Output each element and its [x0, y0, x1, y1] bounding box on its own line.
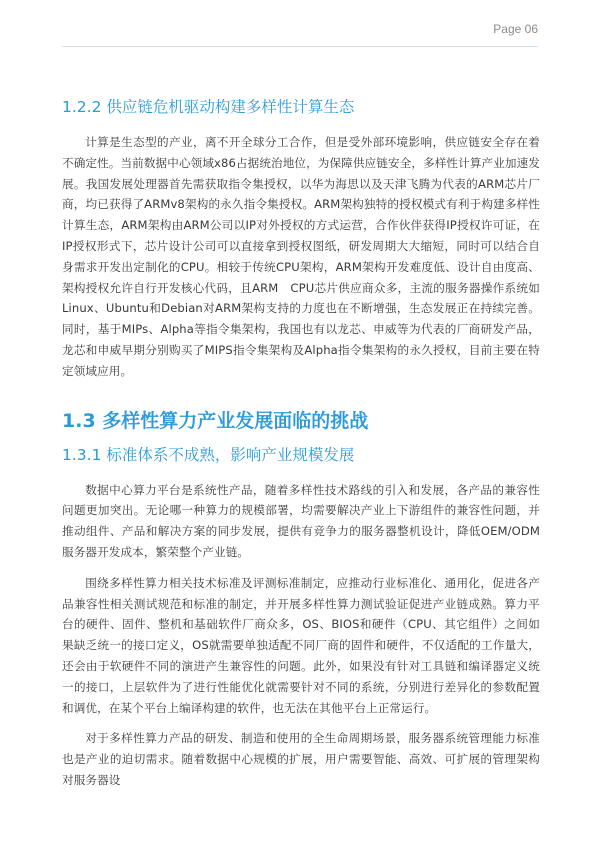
header-divider: [62, 46, 538, 47]
paragraph: 围绕多样性算力相关技术标准及评测标准制定，应推动行业标准化、通用化，促进各产品兼容性相关测试规范和标准的制定，并开展多样性算力测试验证促进产业链成熟。算力平台的硬件、固件、整机和基础软件厂商众多，OS、BIOS和硬件（CPU、其它组件）之间如果缺乏统一的接口定义，OS就需要单独适配不同厂商的固件和硬件，不仅适配的工作量大，还会由于软硬件不同的演进产生兼容性的问题。此外，如果没有针对工具链和编译器定义统一的接口，上层软件为了进行性能优化就需要针对不同的系统，分别进行差异化的参数配置和调优，在某个平台上编译构建的软件，也无法在其他平台上正常运行。: [62, 575, 540, 715]
paragraph: 数据中心算力平台是系统性产品，随着多样性技术路线的引入和发展，各产品的兼容性问题更加突出。无论哪一种算力的规模部署，均需要解决产业上下游组件的兼容性问题，并推动组件、产品和解决方案的同步发展，提供有竞争力的服务器整机设计，降低OEM/ODM服务器开发成本，繁荣整个产业链。: [62, 482, 540, 559]
paragraph: 对于多样性算力产品的研发、制造和使用的全生命周期场景，服务器系统管理能力标准也是产业的迫切需求。随着数据中心规模的扩展，用户需要智能、高效、可扩展的管理架构对服务器设: [62, 731, 540, 787]
page-content: [62, 96, 540, 791]
page-header: [0, 0, 600, 48]
section-heading-1-3-1: 1.3.1 标准体系不成熟，影响产业规模发展: [62, 445, 355, 464]
page-number: Page 06: [493, 22, 538, 36]
section-heading-1-3: 1.3 多样性算力产业发展面临的挑战: [62, 409, 369, 432]
section-heading-1-2-2: 1.2.2 供应链危机驱动构建多样性计算生态: [62, 98, 355, 116]
paragraph: 计算是生态型的产业，离不开全球分工合作，但是受外部环境影响，供应链安全存在着不确定性。当前数据中心领域x86占据统治地位，为保障供应链安全，多样性计算产业加速发展。我国发展处理器首先需获取指令集授权，以华为海思以及天津飞腾为代表的ARM芯片厂商，均已获得了ARMv8架构的永久指令集授权。ARM架构独特的授权模式有利于构建多样性计算生态，ARM架构由ARM公司以IP对外授权的方式运营，合作伙伴获得IP授权许可证，在IP授权形式下，芯片设计公司可以直接拿到授权图纸，研发周期大大缩短，同时可以结合自身需求开发出定制化的CPU。相较于传统CPU架构，ARM架构开发难度低、设计自由度高、架构授权允许自行开发核心代码，且ARM CPU芯片供应商众多，主流的服务器操作系统如Linux、Ubuntu和Debian对ARM架构支持的力度也在不断增强，生态发展正在持续完善。同时，基于MIPs、Alpha等指令集架构，我国也有以龙芯、申威等为代表的厂商研发产品，龙芯和申威早期分别购买了MIPS指令集架构及Alpha指令集架构的永久授权，目前主要在特定领域应用。: [62, 135, 540, 378]
